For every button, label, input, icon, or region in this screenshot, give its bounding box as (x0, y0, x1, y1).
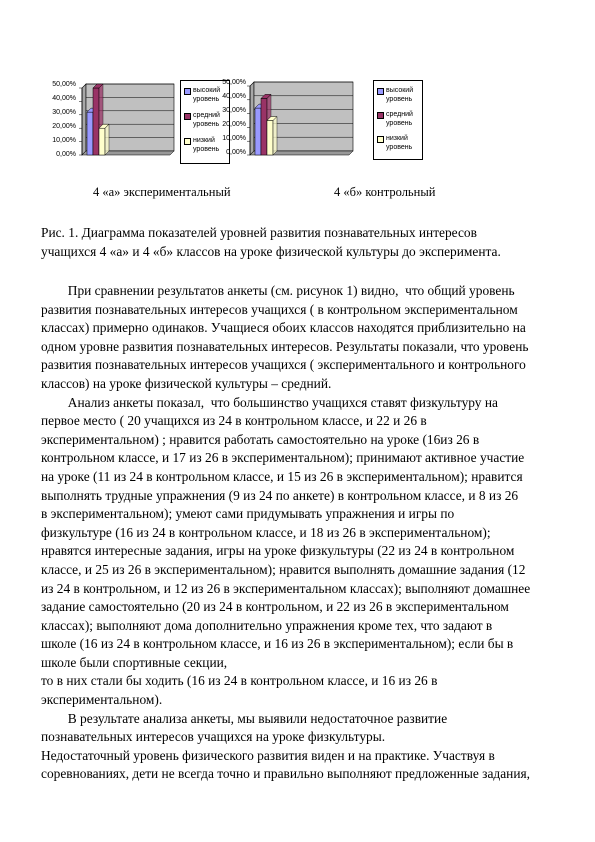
bar (261, 98, 267, 155)
text-line: При сравнении результатов анкеты (см. рисунок 1) видно, что общий уровень (41, 283, 515, 298)
y-tick-label: 10,00% (222, 135, 246, 142)
bar (99, 128, 105, 155)
text-line: из 24 в контрольном, и 12 из 26 в экспериментальном классах); выполняют домашнее (41, 580, 531, 596)
text-line: развития познавательных интересов учащихся ( экспериментального и контрольного (41, 357, 526, 373)
text-line: развития познавательных интересов учащихся ( в контрольном экспериментальном (41, 301, 518, 317)
legend-label: высокий уровень (193, 87, 221, 103)
text-line: В результате анализа анкеты, мы выявили недостаточное развитие (41, 710, 448, 726)
text-line: контрольном классе, и 17 из 26 в экспериментальном); принимают активное участие (41, 450, 525, 466)
text-line: соревнованиях, дети не всегда точно и правильно выполняют предложенные задания, (41, 766, 530, 782)
legend-swatch (377, 88, 384, 95)
y-tick-label: 30,00% (52, 109, 76, 116)
figure-caption (41, 223, 561, 261)
text-line: то в них стали бы ходить (16 из 24 в контрольном классе, и 16 из 26 в (41, 673, 438, 689)
legend-swatch (377, 112, 384, 119)
text-line: классе, и 25 из 26 в экспериментальном); нравится выполнять домашние задания (12 (41, 561, 526, 577)
legend-label: средний уровень (386, 111, 413, 127)
text-line: одном уровне развития познавательных интересов. Результаты показали, что уровень (41, 338, 529, 354)
plot-side-wall (250, 82, 254, 155)
figure-caption-line: Рис. 1. Диаграмма показателей уровней развития познавательных интересов (41, 225, 477, 240)
text-line: познавательных интересов учащихся на уроке физкультуры. (41, 729, 386, 745)
y-tick-label: 20,00% (222, 121, 246, 128)
text-line: физкультуре (16 из 24 в контрольном классе, и 18 из 26 в экспериментальном); (41, 524, 491, 540)
text-line: в экспериментальном); умеют сами придумывать упражнения и игры по (41, 506, 455, 522)
bar (93, 88, 99, 155)
bar (267, 121, 273, 156)
bar (87, 112, 93, 155)
text-line: школе были спортивные секции, (41, 654, 228, 670)
legend-label: низкий уровень (386, 135, 413, 151)
y-tick-label: 30,00% (222, 107, 246, 114)
legend-swatch (184, 88, 191, 95)
text-line: выполнять трудные упражнения (9 из 24 по анкете) в контрольном классе, и 8 из 26 (41, 487, 519, 503)
bar (255, 108, 261, 155)
body-text (41, 282, 561, 784)
legend-label: высокий уровень (386, 87, 414, 103)
text-line: нравятся интересные задания, игры на уроке физкультуры (22 из 24 в контрольном (41, 543, 515, 559)
text-line: экспериментальном) ; нравится работать самостоятельно на уроке (16из 26 в (41, 431, 480, 447)
y-tick-label: 40,00% (52, 95, 76, 102)
y-tick-label: 20,00% (52, 123, 76, 130)
y-tick-label: 50,00% (222, 79, 246, 86)
text-line: школе (16 из 24 в контрольном классе, и 16 из 26 в экспериментальном); если бы в (41, 636, 514, 652)
figure-caption-line: учащихся 4 «а» и 4 «б» классов на уроке физической культуры до эксперимента. (41, 244, 501, 259)
legend-swatch (184, 138, 191, 145)
y-tick-label: 10,00% (52, 137, 76, 144)
legend-swatch (377, 136, 384, 143)
text-line: первое место ( 20 учащихся из 24 в контрольном классе, и 22 и 26 в (41, 413, 427, 429)
text-line: задание самостоятельно (20 из 24 в контрольном, и 22 из 26 в экспериментальном (41, 599, 509, 615)
y-tick-label: 0,00% (226, 149, 246, 156)
y-tick-label: 50,00% (52, 81, 76, 88)
chart-legend (373, 80, 423, 160)
chart-caption-4a: 4 «а» экспериментальный (93, 185, 231, 199)
chart-4b-control (213, 76, 423, 166)
text-line: Недостаточный уровень физического развития виден и на практике. Участвуя в (41, 747, 495, 763)
text-line: классах); выполняют дома дополнительно упражнения кроме тех, что задают в (41, 617, 493, 633)
y-tick-label: 0,00% (56, 151, 76, 158)
text-line: классов) на уроке физической культуры – средний. (41, 375, 332, 391)
plot-side-wall (82, 84, 86, 155)
legend-label: низкий уровень (193, 137, 220, 153)
legend-swatch (184, 113, 191, 120)
legend-label: средний уровень (193, 112, 220, 128)
bar-side (273, 117, 277, 156)
text-line: классах) примерно одинаков. Учащиеся обоих классов находятся приблизительно на (41, 320, 526, 336)
y-tick-label: 40,00% (222, 93, 246, 100)
bar-side (105, 124, 109, 155)
chart-caption-4b: 4 «б» контрольный (334, 185, 436, 199)
text-line: экспериментальном). (41, 692, 163, 708)
text-line: Анализ анкеты показал, что большинство учащихся ставят физкультуру на (41, 394, 498, 410)
text-line: на уроке (11 из 24 в контрольном классе, и 15 из 26 в экспериментальном); нравится (41, 468, 523, 484)
